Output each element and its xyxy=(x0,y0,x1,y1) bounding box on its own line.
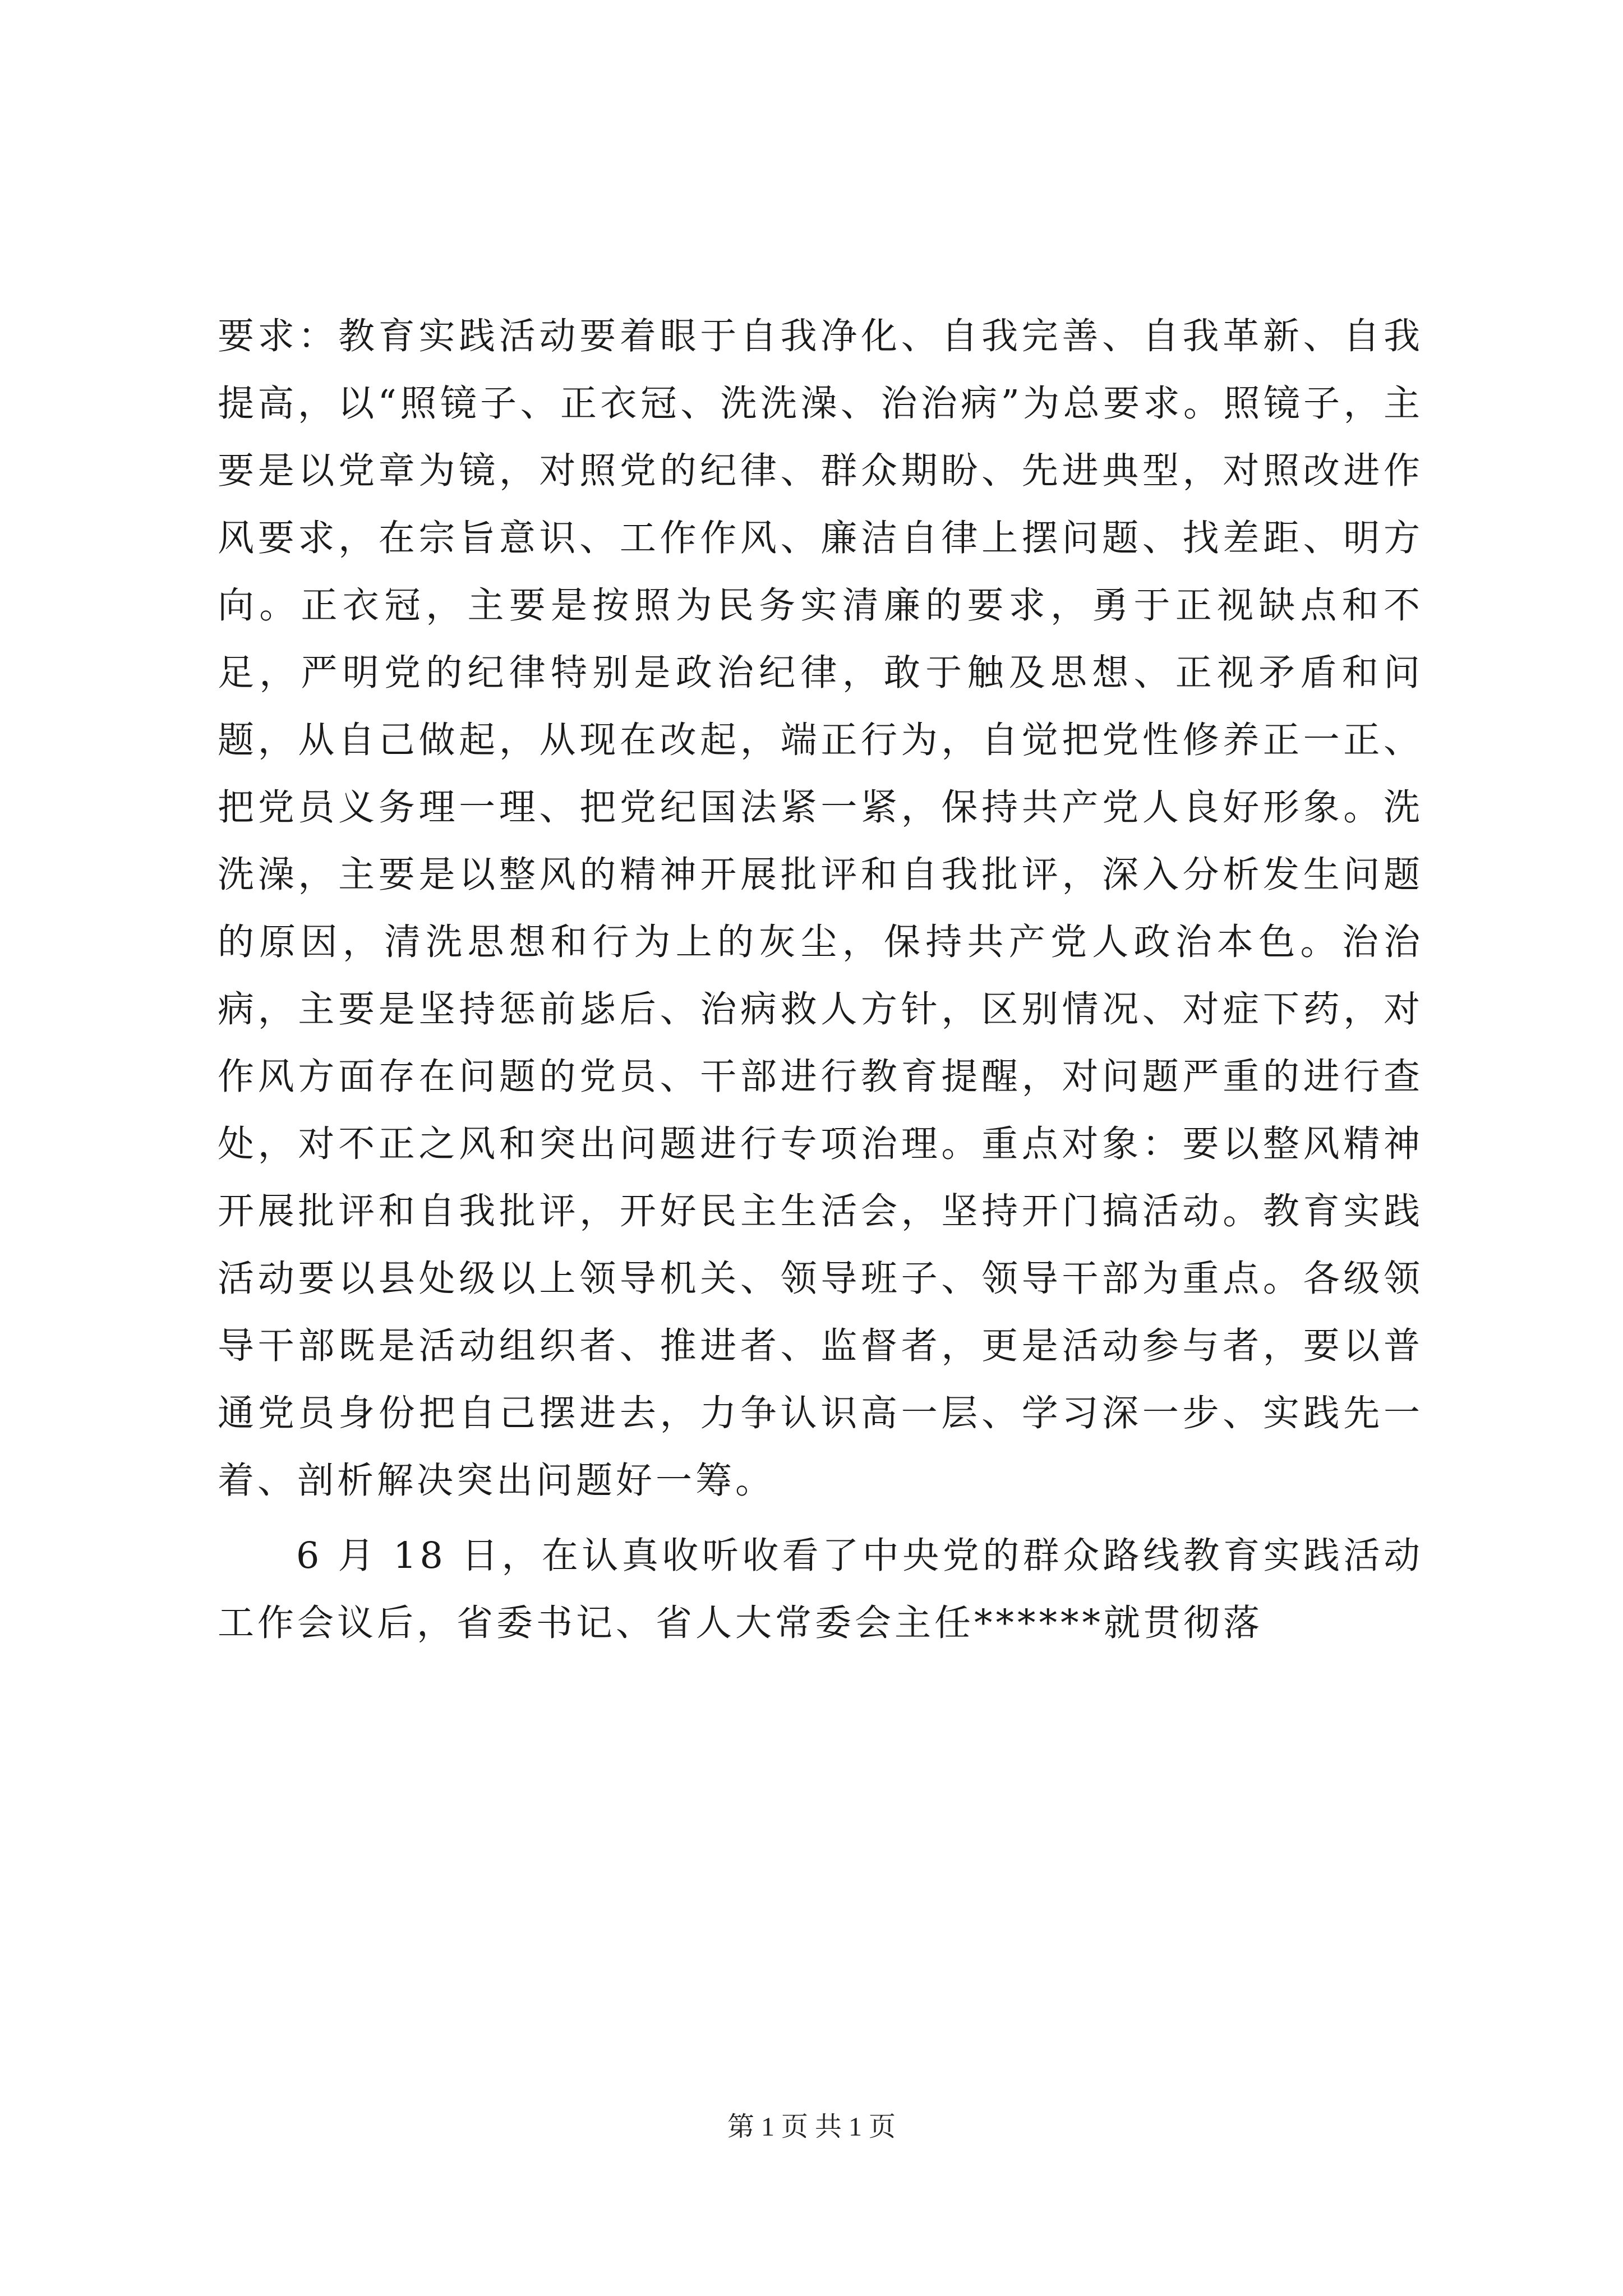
page-number-footer: 第 1 页 共 1 页 xyxy=(727,2112,896,2142)
paragraph: 要求：教育实践活动要着眼于自我净化、自我完善、自我革新、自我提高，以“照镜子、正衣冠、洗洗澡、治治病”为总要求。照镜子，主要是以党章为镜，对照党的纪律、群众期盼、先进典型，对照改进作风要求，在宗旨意识、工作作风、廉洁自律上摆问题、找差距、明方向。正衣冠，主要是按照为民务实清廉的要求，勇于正视缺点和不足，严明党的纪律特别是政治纪律，敢于触及思想、正视矛盾和问题，从自己做起，从现在改起，端正行为，自觉把党性修养正一正、把党员义务理一理、把党纪国法紧一紧，保持共产党人良好形象。洗洗澡，主要是以整风的精神开展批评和自我批评，深入分析发生问题的原因，清洗思想和行为上的灰尘，保持共产党人政治本色。治治病，主要是坚持惩前毖后、治病救人方针，区别情况、对症下药，对作风方面存在问题的党员、干部进行教育提醒，对问题严重的进行查处，对不正之风和突出问题进行专项治理。重点对象：要以整风精神开展批评和自我批评，开好民主生活会，坚持开门搞活动。教育实践活动要以县处级以上领导机关、领导班子、领导干部为重点。各级领导干部既是活动组织者、推进者、监督者，更是活动参与者，要以普通党员身份把自己摆进去，力争认识高一层、学习深一步、实践先一着、剖析解决突出问题好一筹。 xyxy=(218,315,1423,1502)
paragraph: 6 月 18 日，在认真收听收看了中央党的群众路线教育实践活动工作会议后，省委书记、省人大常委会主任******就贯彻落 xyxy=(218,1535,1423,1644)
body-text xyxy=(218,303,1423,1657)
